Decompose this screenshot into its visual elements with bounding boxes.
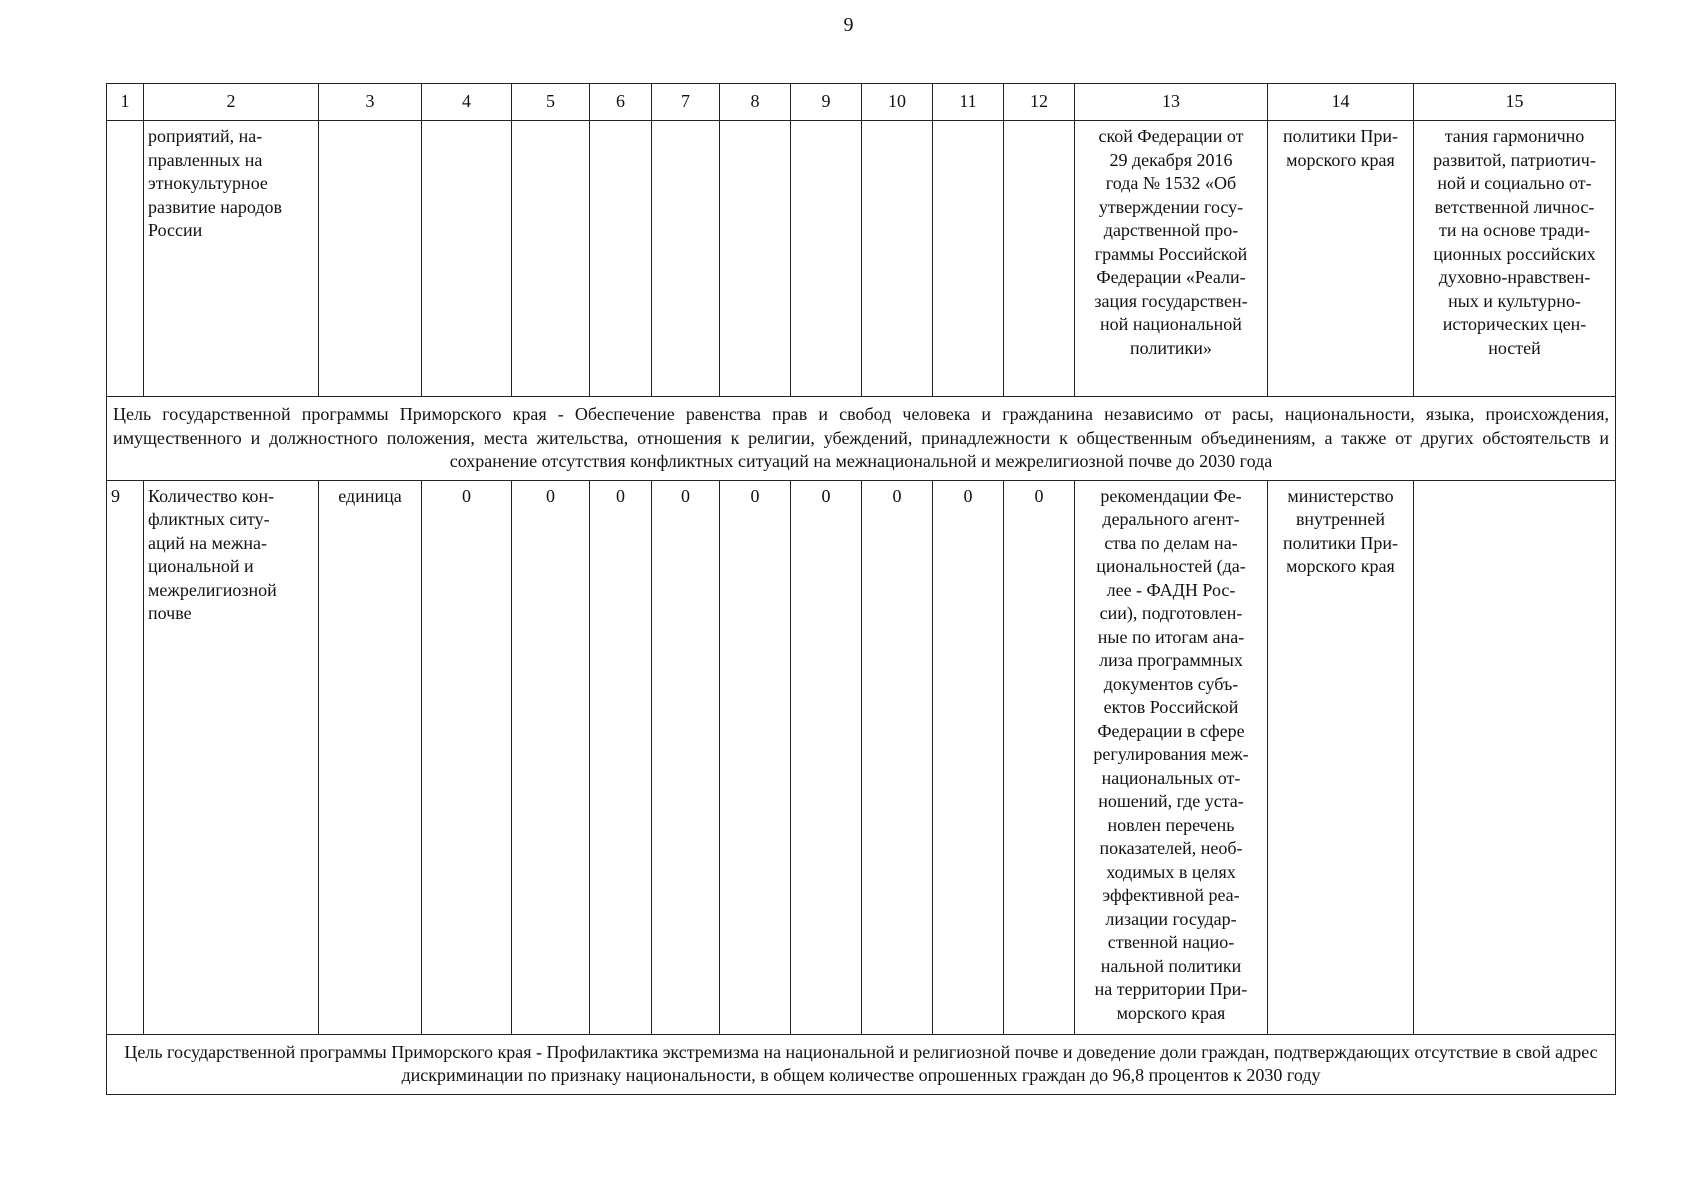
cell-purpose: тания гармонично развитой, патриотич- ной и социально от- ветственной личнос- ти на основе тради- ционных российских духовно-нравствен- ных и культурно- исторических цен- ностей: [1414, 121, 1616, 397]
cell-unit: единица: [319, 480, 422, 1034]
indicators-table: [106, 83, 1616, 1095]
cell-value: 0: [791, 480, 862, 1034]
page-number: 9: [843, 14, 854, 36]
cell-purpose: [1414, 480, 1616, 1034]
col-header-4: 4: [422, 84, 512, 121]
col-header-1: 1: [107, 84, 144, 121]
cell-value: [791, 121, 862, 397]
cell-value: 0: [512, 480, 590, 1034]
goal-text: Цель государственной программы Приморского края - Профилактика экстремизма на национальной и религиозной почве и доведение доли граждан, подтверждающих отсутствие в свой адрес дискриминации по признаку национальности, в общем количестве опрошенных граждан до 96,8 процентов к 2030 году: [107, 1034, 1616, 1094]
cell-value: [862, 121, 933, 397]
cell-value: [933, 121, 1004, 397]
cell-value: [652, 121, 720, 397]
cell-num: 9: [107, 480, 144, 1034]
cell-value: [590, 121, 652, 397]
cell-value: 0: [652, 480, 720, 1034]
col-header-15: 15: [1414, 84, 1616, 121]
cell-num: [107, 121, 144, 397]
col-header-9: 9: [791, 84, 862, 121]
col-header-8: 8: [720, 84, 791, 121]
col-header-7: 7: [652, 84, 720, 121]
col-header-5: 5: [512, 84, 590, 121]
cell-value: 0: [590, 480, 652, 1034]
cell-value: [422, 121, 512, 397]
cell-value: 0: [720, 480, 791, 1034]
cell-value: 0: [862, 480, 933, 1034]
cell-value: 0: [1004, 480, 1075, 1034]
cell-value: [1004, 121, 1075, 397]
col-header-2: 2: [144, 84, 319, 121]
cell-indicator-name: роприятий, на- правленных на этнокультурное развитие народов России: [144, 121, 319, 397]
goal-row-2: [107, 1034, 1616, 1094]
cell-value: 0: [422, 480, 512, 1034]
col-header-12: 12: [1004, 84, 1075, 121]
col-header-10: 10: [862, 84, 933, 121]
cell-source: ской Федерации от 29 декабря 2016 года № 1532 «Об утверждении госу- дарственной про- граммы Российской Федерации «Реали- зация государствен- ной национальной политики»: [1075, 121, 1268, 397]
col-header-13: 13: [1075, 84, 1268, 121]
cell-indicator-name: Количество кон- фликтных ситу- аций на межна- циональной и межрелигиозной почве: [144, 480, 319, 1034]
cell-unit: [319, 121, 422, 397]
col-header-6: 6: [590, 84, 652, 121]
col-header-11: 11: [933, 84, 1004, 121]
cell-value: 0: [933, 480, 1004, 1034]
cell-value: [512, 121, 590, 397]
cell-source: рекомендации Фе- дерального агент- ства по делам на- циональностей (да- лее - ФАДН Рос- сии), подготовлен- ные по итогам ана- лиза программных документов субъ- ектов Российской Федерации в сфере регулирования меж- национальных от- ношений, где уста- новлен перечень показателей, необ- ходимых в целях эффективной реа- лизации государ- ственной нацио- нальной политики на территории При- морского края: [1075, 480, 1268, 1034]
goal-row-1: [107, 397, 1616, 481]
cell-value: [720, 121, 791, 397]
col-header-3: 3: [319, 84, 422, 121]
table-row-continued: [107, 121, 1616, 397]
cell-responsible: политики При- морского края: [1268, 121, 1414, 397]
cell-responsible: министерство внутренней политики При- морского края: [1268, 480, 1414, 1034]
table-row-9: [107, 480, 1616, 1034]
column-number-row: [107, 84, 1616, 121]
col-header-14: 14: [1268, 84, 1414, 121]
goal-text: Цель государственной программы Приморского края - Обеспечение равенства прав и свобод человека и гражданина независимо от расы, национальности, языка, происхождения, имущественного и должностного положения, места жительства, отношения к религии, убеждений, принадлежности к общественным объединениям, а также от других обстоятельств и сохранение отсутствия конфликтных ситуаций на межнациональной и межрелигиозной почве до 2030 года: [107, 397, 1616, 481]
